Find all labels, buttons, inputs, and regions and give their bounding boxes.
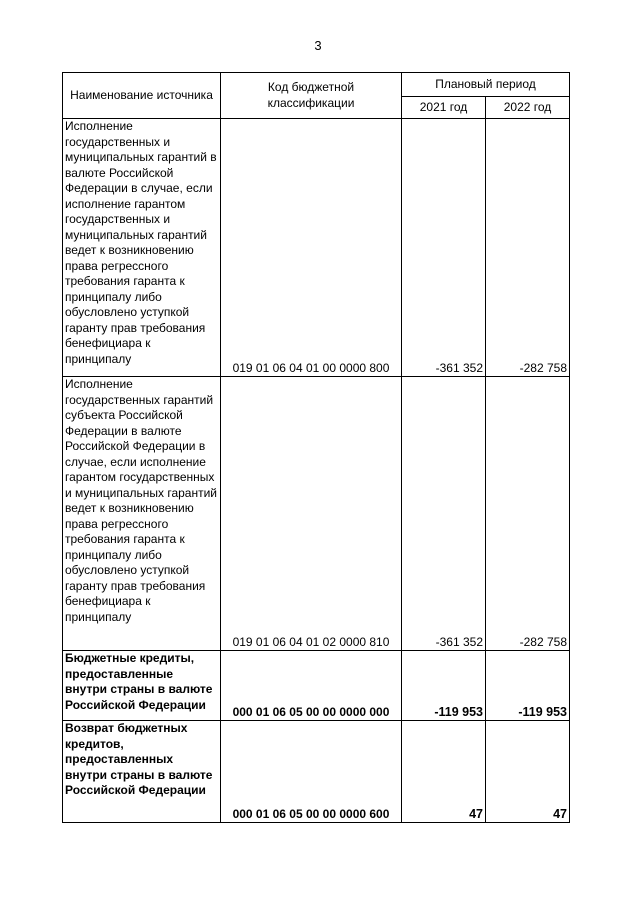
header-source-name: Наименование источника (63, 73, 221, 119)
page-number: 3 (314, 38, 322, 53)
row-source-name: Возврат бюджетных кредитов, предоставленных внутри страны в валюте Российской Федерации (63, 721, 221, 823)
row-source-name: Бюджетные кредиты, предоставленные внутри страны в валюте Российской Федерации (63, 651, 221, 721)
header-budget-code: Код бюджетной классификации (221, 73, 402, 119)
table-row (63, 721, 570, 823)
row-value-2021: -361 352 (402, 119, 486, 377)
row-budget-code: 000 01 06 05 00 00 0000 000 (221, 651, 402, 721)
row-source-name: Исполнение государственных гарантий субъекта Российской Федерации в валюте Российской Федерации в случае, если исполнение гарантом государственных и муниципальных гарантий ведет к возникновению права регрессного требования гаранта к принципалу либо обусловлено уступкой гаранту прав требования бенефициара к принципалу (63, 377, 221, 651)
budget-sources-table (62, 72, 570, 823)
header-row-top (63, 73, 570, 97)
row-value-2021: 47 (402, 721, 486, 823)
row-value-2022: -282 758 (486, 377, 570, 651)
table-row (63, 377, 570, 651)
table-row (63, 119, 570, 377)
header-year-2022: 2022 год (486, 97, 570, 119)
row-value-2021: -361 352 (402, 377, 486, 651)
row-budget-code: 019 01 06 04 01 02 0000 810 (221, 377, 402, 651)
header-year-2021: 2021 год (402, 97, 486, 119)
row-budget-code: 019 01 06 04 01 00 0000 800 (221, 119, 402, 377)
row-budget-code: 000 01 06 05 00 00 0000 600 (221, 721, 402, 823)
row-value-2022: -282 758 (486, 119, 570, 377)
row-value-2021: -119 953 (402, 651, 486, 721)
row-value-2022: -119 953 (486, 651, 570, 721)
row-value-2022: 47 (486, 721, 570, 823)
row-source-name: Исполнение государственных и муниципальных гарантий в валюте Российской Федерации в случае, если исполнение гарантом государственных и муниципальных гарантий ведет к возникновению права регрессного требования гаранта к принципалу либо обусловлено уступкой гаранту прав требования бенефициара к принципалу (63, 119, 221, 377)
table-row (63, 651, 570, 721)
header-planning-period: Плановый период (402, 73, 570, 97)
